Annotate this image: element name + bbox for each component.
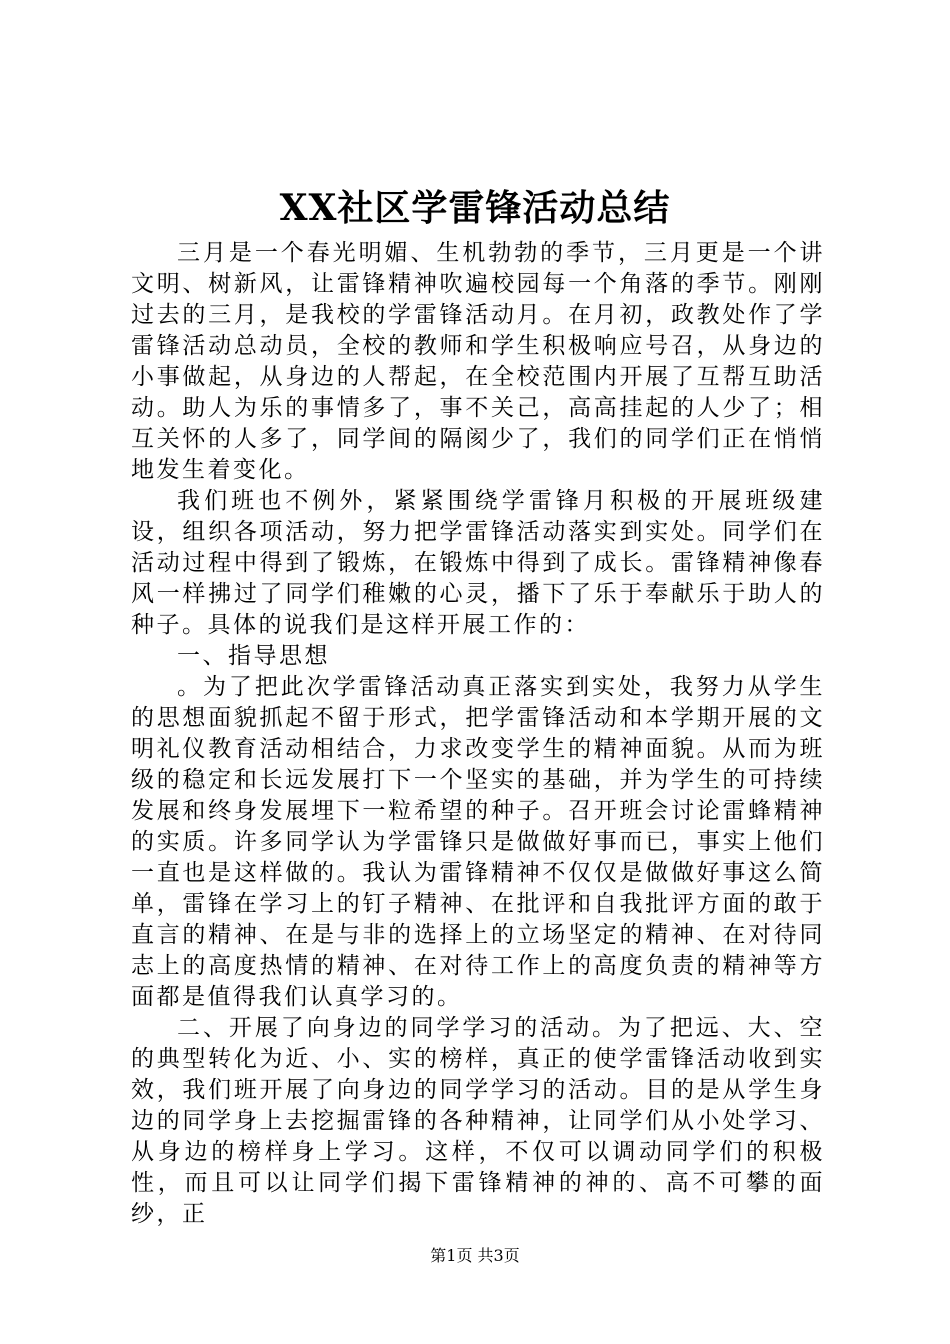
paragraph-learn-from-classmates: 二、开展了向身边的同学学习的活动。为了把远、大、空的典型转化为近、小、实的榜样，真正的使学雷锋活动收到实效，我们班开展了向身边的同学学习的活动。目的是从学生身边的同学身上去挖掘雷锋的各种精神，让同学们从小处学习、从身边的榜样身上学习。这样，不仅可以调动同学们的积极性，而且可以让同学们揭下雷锋精神的神的、高不可攀的面纱，正: [131, 1015, 825, 1227]
document-title: XX社区学雷锋活动总结: [279, 187, 671, 229]
paragraph-class-activities: 我们班也不例外，紧紧围绕学雷锋月积极的开展班级建设，组织各项活动，努力把学雷锋活动落实到实处。同学们在活动过程中得到了锻炼，在锻炼中得到了成长。雷锋精神像春风一样拂过了同学们稚嫩的心灵，播下了乐于奉献乐于助人的种子。具体的说我们是这样开展工作的：: [131, 488, 825, 638]
paragraph-guiding-thought: 。为了把此次学雷锋活动真正落实到实处，我努力从学生的思想面貌抓起不留于形式，把学雷锋活动和本学期开展的文明礼仪教育活动相结合，力求改变学生的精神面貌。从而为班级的稳定和长远发展打下一个坚实的基础，并为学生的可持续发展和终身发展埋下一粒希望的种子。召开班会讨论雷蜂精神的实质。许多同学认为学雷锋只是做做好事而已，事实上他们一直也是这样做的。我认为雷锋精神不仅仅是做做好事这么简单，雷锋在学习上的钉子精神、在批评和自我批评方面的敢于直言的精神、在是与非的选择上的立场坚定的精神、在对待同志上的高度热情的精神、在对待工作上的高度负责的精神等方面都是值得我们认真学习的。: [131, 674, 825, 1010]
section-heading-guiding-thought: 一、指导思想: [177, 643, 330, 669]
document-body: [131, 238, 825, 1230]
page-footer: 第1页 共3页: [430, 1246, 520, 1265]
paragraph-intro: 三月是一个春光明媚、生机勃勃的季节，三月更是一个讲文明、树新风，让雷锋精神吹遍校园每一个角落的季节。刚刚过去的三月，是我校的学雷锋活动月。在月初，政教处作了学雷锋活动总动员，全校的教师和学生积极响应号召，从身边的小事做起，从身边的人帮起，在全校范围内开展了互帮互助活动。助人为乐的事情多了，事不关己，高高挂起的人少了；相互关怀的人多了，同学间的隔阂少了，我们的同学们正在悄悄地发生着变化。: [131, 240, 825, 483]
